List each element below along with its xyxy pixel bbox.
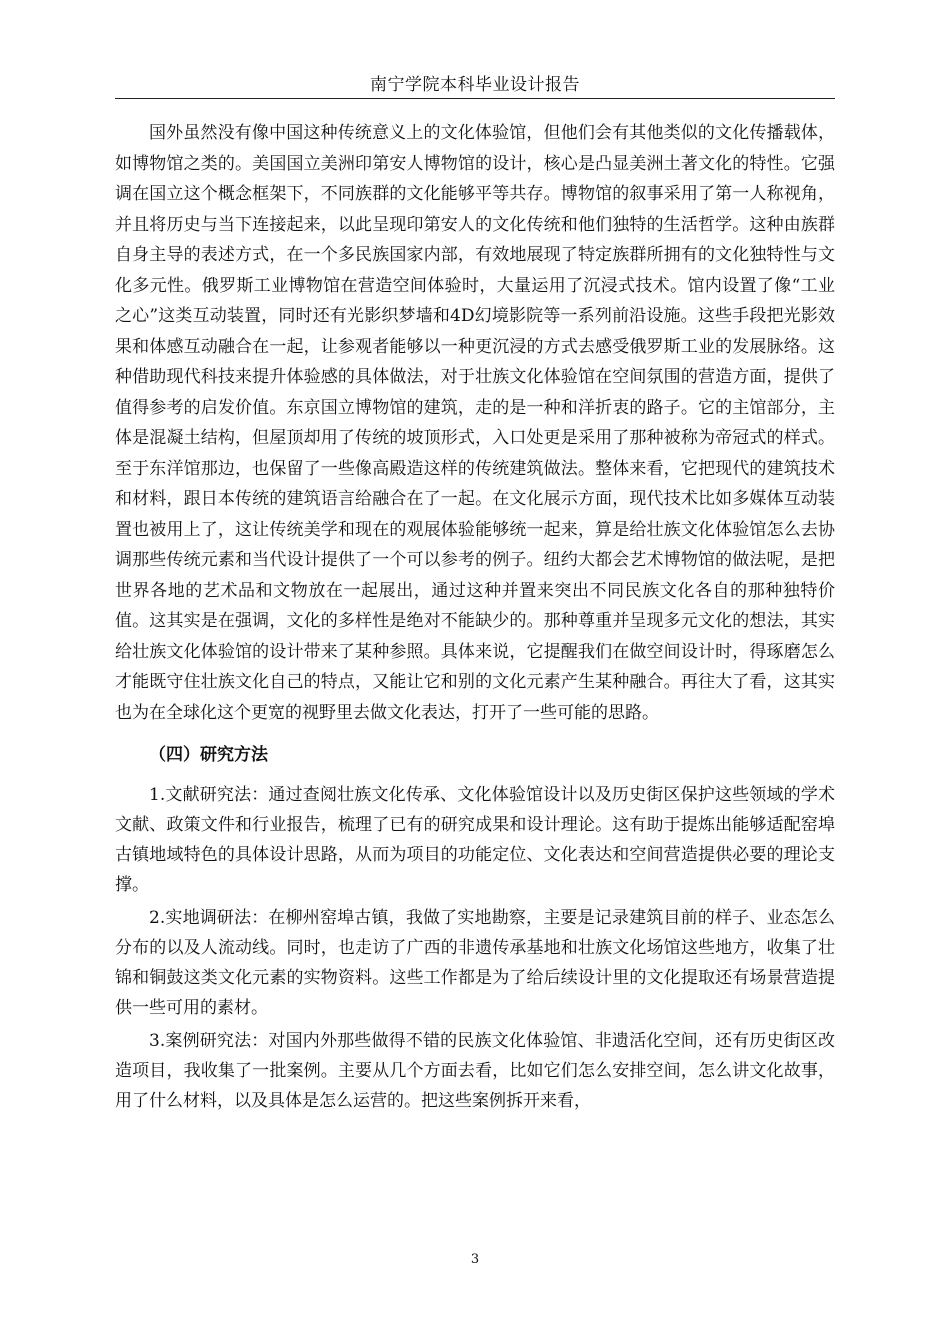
body-paragraph: 国外虽然没有像中国这种传统意义上的文化体验馆，但他们会有其他类似的文化传播载体，如博物馆之类的。美国国立美洲印第安人博物馆的设计，核心是凸显美洲土著文化的特性。它强调在国立这个概念框架下，不同族群的文化能够平等共存。博物馆的叙事采用了第一人称视角，并且将历史与当下连接起来，以此呈现印第安人的文化传统和他们独特的生活哲学。这种由族群自身主导的表述方式，在一个多民族国家内部，有效地展现了特定族群所拥有的文化独特性与文化多元性。俄罗斯工业博物馆在营造空间体验时，大量运用了沉浸式技术。馆内设置了像“工业之心”这类互动装置，同时还有光影织梦墙和4D幻境影院等一系列前沿设施。这些手段把光影效果和体感互动融合在一起，让参观者能够以一种更沉浸的方式去感受俄罗斯工业的发展脉络。这种借助现代科技来提升体验感的具体做法，对于壮族文化体验馆在空间氛围的营造方面，提供了值得参考的启发价值。东京国立博物馆的建筑，走的是一种和洋折衷的路子。它的主馆部分，主体是混凝土结构，但屋顶却用了传统的坡顶形式，入口处更是采用了那种被称为帝冠式的样式。至于东洋馆那边，也保留了一些像高殿造这样的传统建筑做法。整体来看，它把现代的建筑技术和材料，跟日本传统的建筑语言给融合在了一起。在文化展示方面，现代技术比如多媒体互动装置也被用上了，这让传统美学和现在的观展体验能够统一起来，算是给壮族文化体验馆怎么去协调那些传统元素和当代设计提供了一个可以参考的例子。纽约大都会艺术博物馆的做法呢，是把世界各地的艺术品和文物放在一起展出，通过这种并置来突出不同民族文化各自的那种独特价值。这其实是在强调，文化的多样性是绝对不能缺少的。那种尊重并呈现多元文化的想法，其实给壮族文化体验馆的设计带来了某种参照。具体来说，它提醒我们在做空间设计时，得琢磨怎么才能既守住壮族文化自己的特点，又能让它和别的文化元素产生某种融合。再往大了看，这其实也为在全球化这个更宽的视野里去做文化表达，打开了一些可能的思路。 [115, 123, 835, 723]
method-literature-research: 1.文献研究法：通过查阅壮族文化传承、文化体验馆设计以及历史街区保护这些领域的学术文献、政策文件和行业报告，梳理了已有的研究成果和设计理论。这有助于提炼出能够适配窑埠古镇地域特色的具体设计思路，从而为项目的功能定位、文化表达和空间营造提供必要的理论支撑。 [115, 785, 835, 895]
page-body [115, 118, 835, 1116]
page-number: 3 [470, 1252, 480, 1267]
method-case-study: 3.案例研究法：对国内外那些做得不错的民族文化体验馆、非遗活化空间，还有历史街区改造项目，我收集了一批案例。主要从几个方面去看，比如它们怎么安排空间，怎么讲文化故事，用了什么材料，以及具体是怎么运营的。把这些案例拆开来看， [115, 1031, 835, 1111]
section-heading: （四）研究方法 [149, 745, 268, 765]
page-header-title: 南宁学院本科毕业设计报告 [370, 75, 580, 95]
method-field-research: 2.实地调研法：在柳州窑埠古镇，我做了实地勘察，主要是记录建筑目前的样子、业态怎么分布的以及人流动线。同时，也走访了广西的非遗传承基地和壮族文化场馆这些地方，收集了壮锦和铜鼓这类文化元素的实物资料。这些工作都是为了给后续设计里的文化提取还有场景营造提供一些可用的素材。 [115, 908, 835, 1018]
header-divider [115, 98, 835, 99]
